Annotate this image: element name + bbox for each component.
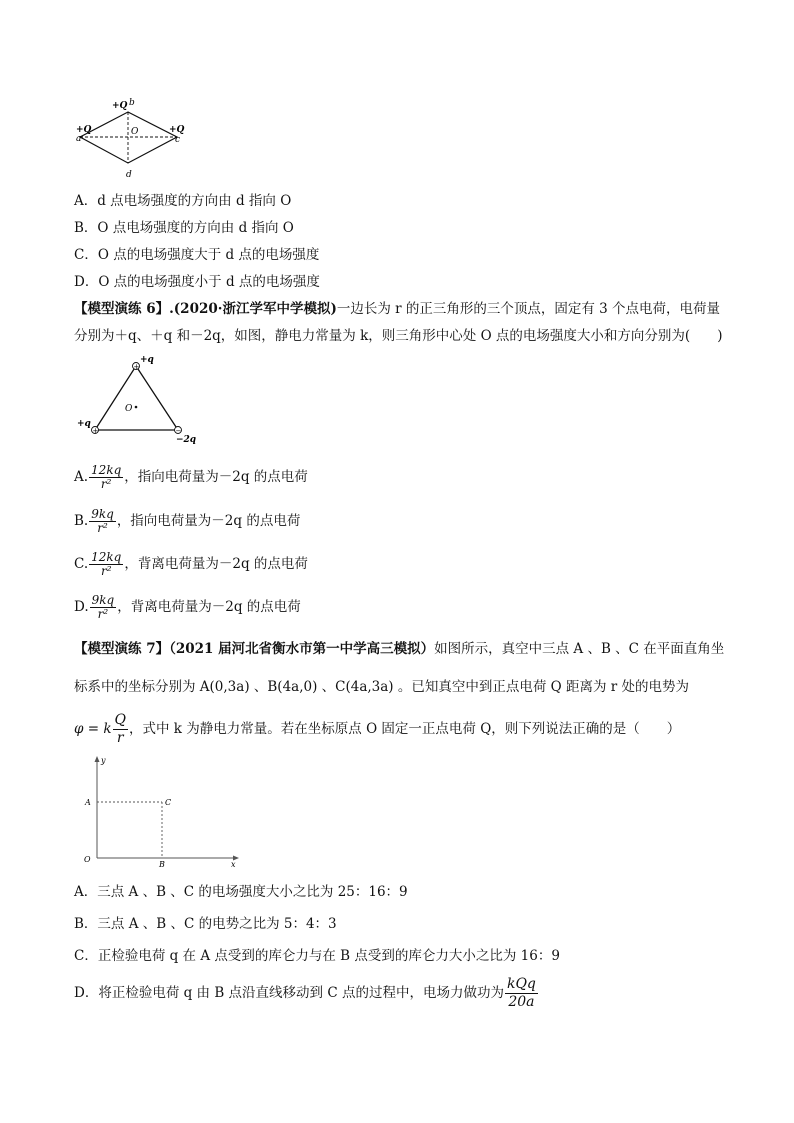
point-label-o: O: [84, 855, 91, 864]
label-a: a: [76, 134, 82, 144]
label-a-charge: +Q: [76, 125, 92, 135]
svg-text:+: +: [92, 427, 99, 435]
q6-option-a-fraction: $\frac{12kq}{\text{r²}}$: [91, 463, 122, 491]
label-c-charge: +Q: [169, 125, 185, 135]
coordinate-figure: [74, 754, 244, 868]
q6-stem-text: 一边长为 r 的正三角形的三个顶点，固定有 3 个点电荷，电荷量: [336, 301, 721, 317]
q7-stem-text: 如图所示，真空中三点 A 、B 、C 在平面直角坐: [434, 641, 725, 657]
q6-option-c: C. $\frac{12kq}{\text{r²}}$ ，背离电荷量为－2q 的点电荷: [74, 550, 308, 578]
label-b-charge: +Q: [112, 101, 128, 111]
q6-stem-line2: 分别为＋q、＋q 和－2q，如图，静电力常量为 k，则三角形中心处 O 点的电场强度大小和方向分别为( ): [74, 328, 723, 344]
q7-option-b: B．三点 A 、B 、C 的电势之比为 5：4：3: [74, 916, 337, 932]
q7-stem-line3: [74, 709, 680, 749]
q6-option-d-fraction: $\frac{9kq}{\text{r²}}$: [91, 593, 115, 621]
q6-option-b: B. $\frac{9kq}{\text{r²}}$ ，指向电荷量为－2q 的点电荷: [74, 507, 301, 535]
phi-fraction: $\frac{Q}{r}$: [114, 712, 127, 746]
q7-stem-line3-text: ，式中 k 为静电力常量。若在坐标原点 O 固定一正点电荷 Q，则下列说法正确的是（ ）: [129, 721, 681, 737]
point-label-b: B: [159, 860, 165, 868]
tri-label-top: +q: [140, 355, 154, 365]
tri-label-o: O: [125, 404, 133, 414]
q5-option-c: C．O 点的电场强度大于 d 点的电场强度: [74, 247, 320, 263]
label-o: O: [131, 127, 139, 137]
label-b: b: [129, 98, 135, 108]
svg-text:+: +: [133, 363, 140, 371]
rhombus-figure: [74, 95, 194, 185]
q5-option-a: A．d 点电场强度的方向由 d 指向 O: [74, 193, 292, 209]
point-label-a: A: [85, 798, 91, 807]
label-c: c: [175, 135, 181, 145]
tri-label-left: +q: [77, 419, 91, 429]
q7-stem-line2: 标系中的坐标分别为 A(0,3a) 、B(4a,0) 、C(4a,3a) 。已知真空中到正点电荷 Q 距离为 r 处的电势为: [74, 679, 690, 695]
tri-label-right: −2q: [176, 435, 197, 445]
triangle-figure: [74, 352, 204, 447]
q7-option-d-fraction: $\frac{\text{kQq}}{20a}$: [506, 976, 536, 1010]
q6-option-d: D. $\frac{9kq}{\text{r²}}$ ，背离电荷量为－2q 的点电荷: [74, 593, 301, 621]
q7-source: （2021 届河北省衡水市第一中学高三模拟）: [169, 641, 435, 657]
svg-text:−: −: [175, 427, 182, 435]
q6-option-a: A. $\frac{12kq}{\text{r²}}$ ，指向电荷量为－2q 的点电荷: [74, 463, 308, 491]
q7-tag: 【模型演练 7】: [74, 641, 170, 657]
axis-label-y: y: [101, 756, 106, 765]
q6-stem-line1: [74, 299, 720, 319]
q5-option-d: D．O 点的电场强度小于 d 点的电场强度: [74, 274, 320, 290]
q6-tag: 【模型演练 6】: [74, 301, 170, 317]
label-d: d: [126, 170, 132, 180]
phi-formula-lhs: φ = k: [74, 721, 112, 737]
q7-option-c: C．正检验电荷 q 在 A 点受到的库仑力与在 B 点受到的库仑力大小之比为 16：9: [74, 948, 560, 964]
q7-option-a: A．三点 A 、B 、C 的电场强度大小之比为 25：16：9: [74, 884, 408, 900]
q7-option-d: D．将正检验电荷 q 由 B 点沿直线移动到 C 点的过程中，电场力做功为 $\frac{\text{kQq}}{20a}$: [74, 976, 536, 1010]
q6-source: .(2020·浙江学军中学模拟): [169, 301, 337, 317]
q6-option-c-fraction: $\frac{12kq}{\text{r²}}$: [91, 550, 122, 578]
q6-option-b-fraction: $\frac{9kq}{\text{r²}}$: [91, 507, 114, 535]
axis-label-x: x: [231, 860, 236, 868]
point-label-c: C: [165, 798, 172, 807]
q5-option-b: B．O 点电场强度的方向由 d 指向 O: [74, 220, 294, 236]
q7-stem-line1: [74, 639, 724, 659]
